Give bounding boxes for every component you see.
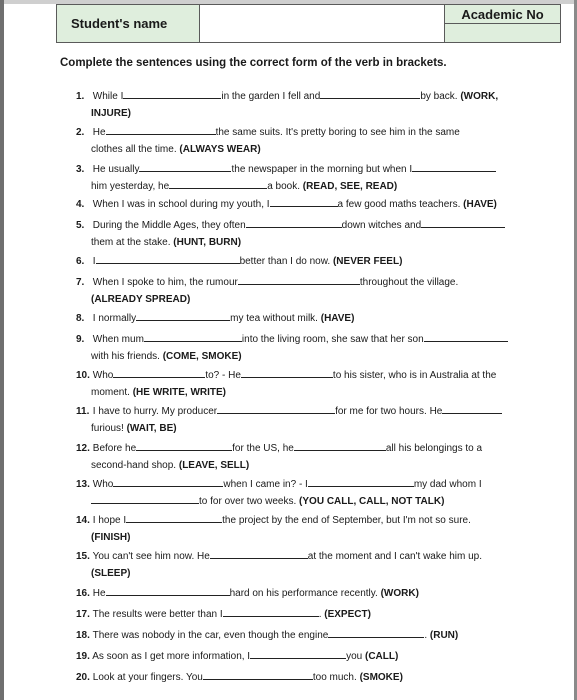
student-name-label: Student's name xyxy=(57,5,200,43)
question-13 xyxy=(76,476,546,510)
answer-blank[interactable] xyxy=(169,178,267,189)
question-text: when I came in? - I xyxy=(223,479,308,490)
question-text: too much. xyxy=(312,672,357,683)
question-text: at the moment and I can't wake him up. xyxy=(307,551,483,562)
verb-hint: (EXPECT) xyxy=(324,609,371,620)
question-text: I normally xyxy=(92,313,137,324)
question-16 xyxy=(76,585,546,602)
question-text: a few good maths teachers. xyxy=(337,199,461,210)
question-text: to his sister, who is in Australia at the xyxy=(332,370,497,381)
question-text: Who xyxy=(92,479,114,490)
question-text: them at the stake. xyxy=(91,237,171,248)
answer-blank[interactable] xyxy=(238,274,360,285)
question-text: him yesterday, he xyxy=(91,181,170,192)
student-name-field[interactable] xyxy=(200,5,445,43)
question-text: You can't see him now. He xyxy=(92,551,210,562)
answer-blank[interactable] xyxy=(421,217,505,228)
verb-hint: (HUNT, BURN) xyxy=(173,237,242,248)
answer-blank[interactable] xyxy=(246,217,342,228)
answer-blank[interactable] xyxy=(328,627,424,638)
answer-blank[interactable] xyxy=(442,403,502,414)
question-text: furious! xyxy=(91,423,124,434)
question-text: . xyxy=(318,609,322,620)
question-number: 5. xyxy=(76,220,85,231)
question-number: 18. xyxy=(76,630,90,641)
question-5 xyxy=(76,217,546,251)
question-text: During the Middle Ages, they often xyxy=(92,220,246,231)
question-15 xyxy=(76,548,546,582)
question-14 xyxy=(76,512,546,546)
question-number: 16. xyxy=(76,588,90,599)
verb-hint: (ALWAYS WEAR) xyxy=(179,144,261,155)
verb-hint: (LEAVE, SELL) xyxy=(178,460,250,471)
answer-blank[interactable] xyxy=(294,440,386,451)
question-text: Who xyxy=(92,370,114,381)
question-7 xyxy=(76,274,546,308)
answer-blank[interactable] xyxy=(106,585,230,596)
question-text: The results were better than I xyxy=(92,609,223,620)
question-number: 11. xyxy=(76,406,90,417)
answer-blank[interactable] xyxy=(91,493,199,504)
question-text: When I was in school during my youth, I xyxy=(92,199,270,210)
answer-blank[interactable] xyxy=(223,606,319,617)
header-table xyxy=(56,4,561,43)
question-9 xyxy=(76,331,546,365)
question-number: 7. xyxy=(76,277,85,288)
question-number: 6. xyxy=(76,256,85,267)
question-number: 4. xyxy=(76,199,85,210)
question-3 xyxy=(76,161,546,195)
answer-blank[interactable] xyxy=(96,253,240,264)
answer-blank[interactable] xyxy=(136,440,232,451)
answer-blank[interactable] xyxy=(270,196,338,207)
question-number: 10. xyxy=(76,370,90,381)
question-text: I have to hurry. My producer xyxy=(92,406,218,417)
answer-blank[interactable] xyxy=(139,161,231,172)
verb-hint: (HAVE) xyxy=(463,199,497,210)
answer-blank[interactable] xyxy=(424,331,508,342)
verb-hint: (WAIT, BE) xyxy=(126,423,177,434)
question-text: into the living room, she saw that her son xyxy=(241,334,424,345)
verb-hint: (SLEEP) xyxy=(91,568,131,579)
verb-hint: (SMOKE) xyxy=(359,672,403,683)
answer-blank[interactable] xyxy=(136,310,230,321)
question-text: I hope I xyxy=(92,515,127,526)
question-number: 13. xyxy=(76,479,90,490)
question-number: 19. xyxy=(76,651,90,662)
question-text: Before he xyxy=(92,443,137,454)
question-text: the same suits. It's pretty boring to see him in the same xyxy=(215,127,460,138)
question-number: 3. xyxy=(76,164,85,175)
verb-hint: (YOU CALL, CALL, NOT TALK) xyxy=(299,496,445,507)
verb-hint: INJURE) xyxy=(91,108,132,119)
question-text: throughout the village. xyxy=(359,277,459,288)
question-text: for the US, he xyxy=(232,443,294,454)
answer-blank[interactable] xyxy=(308,476,414,487)
verb-hint: (HAVE) xyxy=(320,313,355,324)
question-4 xyxy=(76,196,546,213)
question-text: hard on his performance recently. xyxy=(229,588,378,599)
verb-hint: (WORK, xyxy=(460,91,499,102)
question-text: better than I do now. xyxy=(239,256,331,267)
answer-blank[interactable] xyxy=(203,669,313,680)
question-text: moment. xyxy=(91,387,130,398)
verb-hint: (CALL) xyxy=(365,651,399,662)
question-text: down witches and xyxy=(341,220,422,231)
question-number: 1. xyxy=(76,91,85,102)
answer-blank[interactable] xyxy=(144,331,242,342)
question-number: 14. xyxy=(76,515,90,526)
question-number: 12. xyxy=(76,443,90,454)
answer-blank[interactable] xyxy=(126,512,222,523)
question-text: clothes all the time. xyxy=(91,144,177,155)
verb-hint: (COME, SMOKE) xyxy=(162,351,242,362)
question-text: by back. xyxy=(420,91,458,102)
question-text: the project by the end of September, but I'm not so sure. xyxy=(222,515,471,526)
question-text: to? - He xyxy=(205,370,241,381)
academic-no-label: Academic No xyxy=(445,5,561,24)
question-text: my dad whom I xyxy=(413,479,482,490)
verb-hint: (NEVER FEEL) xyxy=(332,256,403,267)
question-text: second-hand shop. xyxy=(91,460,177,471)
question-number: 9. xyxy=(76,334,85,345)
question-12 xyxy=(76,440,546,474)
question-text: for me for two hours. He xyxy=(335,406,443,417)
question-text: There was nobody in the car, even though the engine xyxy=(92,630,329,641)
question-text: the newspaper in the morning but when I xyxy=(231,164,413,175)
question-text: As soon as I get more information, I xyxy=(92,651,251,662)
verb-hint: (RUN) xyxy=(429,630,459,641)
question-number: 2. xyxy=(76,127,85,138)
question-number: 17. xyxy=(76,609,90,620)
question-18 xyxy=(76,627,546,644)
question-20 xyxy=(76,669,546,686)
answer-blank[interactable] xyxy=(210,548,308,559)
question-text: in the garden I fell and xyxy=(221,91,321,102)
question-10 xyxy=(76,367,546,401)
question-text: with his friends. xyxy=(91,351,160,362)
answer-blank[interactable] xyxy=(250,648,346,659)
question-text: my tea without milk. xyxy=(230,313,318,324)
question-text: While I xyxy=(92,91,124,102)
answer-blank[interactable] xyxy=(113,476,223,487)
question-1 xyxy=(76,88,546,122)
question-text: you xyxy=(346,651,363,662)
verb-hint: (ALREADY SPREAD) xyxy=(91,294,191,305)
question-text: He xyxy=(92,127,106,138)
verb-hint: (READ, SEE, READ) xyxy=(302,181,398,192)
instructions: Complete the sentences using the correct form of the verb in brackets. xyxy=(60,57,447,69)
question-text: He usually xyxy=(92,164,140,175)
question-number: 8. xyxy=(76,313,85,324)
question-17 xyxy=(76,606,546,623)
question-2 xyxy=(76,124,546,158)
question-text: When mum xyxy=(92,334,144,345)
question-text: . xyxy=(424,630,428,641)
question-number: 20. xyxy=(76,672,90,683)
answer-blank[interactable] xyxy=(217,403,335,414)
question-19 xyxy=(76,648,546,665)
answer-blank[interactable] xyxy=(241,367,333,378)
answer-blank[interactable] xyxy=(106,124,216,135)
question-11 xyxy=(76,403,546,437)
question-text: Look at your fingers. You xyxy=(92,672,203,683)
verb-hint: (WORK) xyxy=(380,588,419,599)
question-text: When I spoke to him, the rumour xyxy=(92,277,238,288)
academic-no-field[interactable] xyxy=(445,24,561,43)
question-text: I xyxy=(92,256,96,267)
answer-blank[interactable] xyxy=(113,367,205,378)
question-6 xyxy=(76,253,546,270)
question-8 xyxy=(76,310,546,327)
question-number: 15. xyxy=(76,551,90,562)
answer-blank[interactable] xyxy=(320,88,420,99)
answer-blank[interactable] xyxy=(123,88,221,99)
question-text: He xyxy=(92,588,106,599)
answer-blank[interactable] xyxy=(412,161,496,172)
question-text: to for over two weeks. xyxy=(199,496,297,507)
question-text: a book. xyxy=(267,181,300,192)
verb-hint: (HE WRITE, WRITE) xyxy=(132,387,227,398)
verb-hint: (FINISH) xyxy=(91,532,131,543)
question-text: all his belongings to a xyxy=(385,443,483,454)
